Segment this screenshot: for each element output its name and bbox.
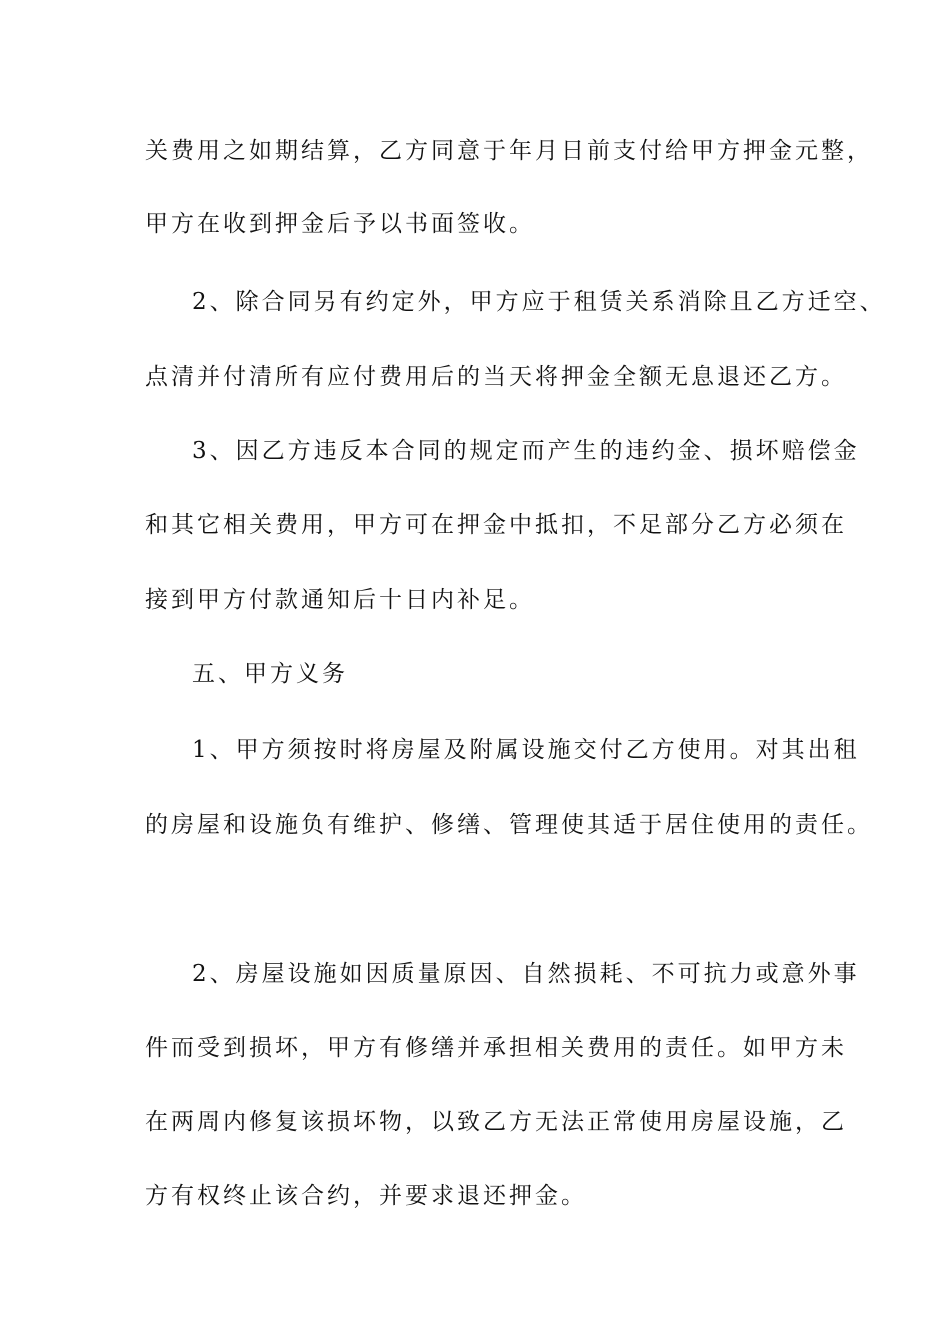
body-line: 和其它相关费用，甲方可在押金中抵扣，不足部分乙方必须在 — [145, 512, 847, 538]
body-line: 甲方在收到押金后予以书面签收。 — [145, 211, 535, 237]
body-line: 的房屋和设施负有维护、修缮、管理使其适于居住使用的责任。 — [145, 812, 873, 838]
clause-2-line: 2、除合同另有约定外，甲方应于租赁关系消除且乙方迁空、 — [192, 289, 886, 315]
section-heading: 五、甲方义务 — [192, 661, 348, 687]
body-line: 接到甲方付款通知后十日内补足。 — [145, 587, 535, 613]
body-line: 关费用之如期结算，乙方同意于年月日前支付给甲方押金元整， — [145, 138, 873, 164]
clause-3-line: 3、因乙方违反本合同的规定而产生的违约金、损坏赔偿金 — [192, 438, 860, 464]
body-line: 在两周内修复该损坏物，以致乙方无法正常使用房屋设施，乙 — [145, 1109, 847, 1135]
body-line: 点清并付清所有应付费用后的当天将押金全额无息退还乙方。 — [145, 364, 847, 390]
body-line: 件而受到损坏，甲方有修缮并承担相关费用的责任。如甲方未 — [145, 1035, 847, 1061]
clause-1-line: 1、甲方须按时将房屋及附属设施交付乙方使用。对其出租 — [192, 737, 860, 763]
body-line: 方有权终止该合约，并要求退还押金。 — [145, 1183, 587, 1209]
clause-2-line: 2、房屋设施如因质量原因、自然损耗、不可抗力或意外事 — [192, 961, 860, 987]
